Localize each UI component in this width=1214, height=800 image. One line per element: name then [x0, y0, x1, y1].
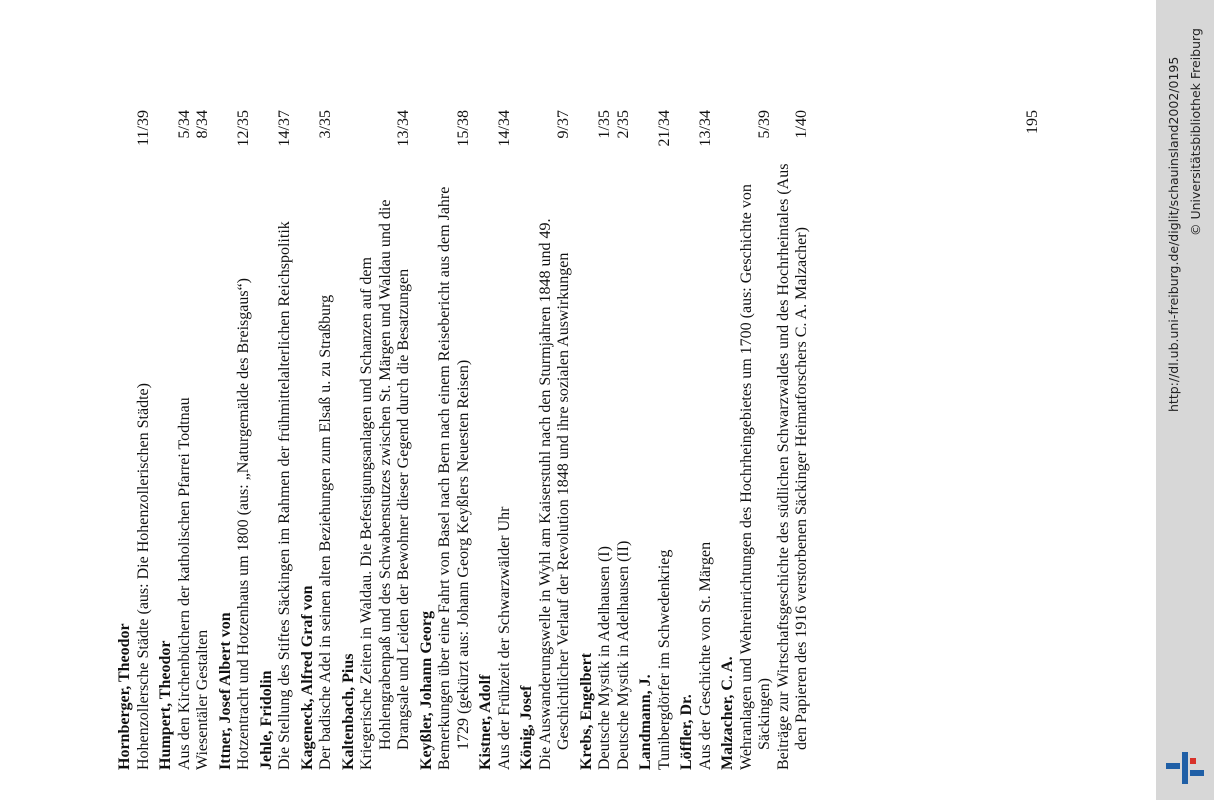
article-row — [496, 110, 515, 770]
issue-reference: 13/34 — [696, 110, 714, 147]
index-entry — [477, 110, 514, 770]
issue-reference: 9/37 — [555, 110, 572, 139]
article-title: Aus der Geschichte von St. Märgen — [696, 541, 714, 770]
issue-reference: 5/39 — [756, 110, 773, 139]
article-title: Der badische Adel in seinen alten Beziehungen zum Elsaß u. zu Straßburg — [317, 294, 334, 770]
article-title: Beiträge zur Wirtschaftsgeschichte des südlichen Schwarzwaldes und des Hochrheintales (Aus den Papieren des 1916 verstorbenen Säckinger Heimatforschers C. A. Malzacher) — [774, 163, 810, 770]
article-title: Die Auswanderungswelle in Wyhl am Kaiserstuhl nach den Sturmjahren 1848 und 49. Geschichtlicher Verlauf der Revolution 1848 und ihre sozialen Auswirkungen — [536, 218, 572, 770]
index-entry — [116, 110, 153, 770]
author-index-list — [116, 110, 812, 770]
article-title: Aus der Frühzeit der Schwarzwälder Uhr — [495, 506, 513, 770]
author-name: Landmann, J. — [637, 674, 654, 770]
article-row — [738, 110, 775, 770]
article-title: Wehranlagen und Wehreinrichtungen des Hochrheingebietes um 1700 (aus: Geschichte von Säckingen) — [737, 184, 773, 770]
author-name: Kaltenbach, Pius — [339, 653, 357, 770]
article-title: Deutsche Mystik in Adelhausen (II) — [614, 540, 632, 770]
index-entry — [418, 110, 474, 770]
issue-reference: 14/37 — [276, 110, 293, 147]
article-row — [656, 110, 675, 770]
copyright-notice: © Universitätsbibliothek Freiburg — [1188, 28, 1203, 236]
article-title: Deutsche Mystik in Adelhausen (I) — [596, 546, 613, 770]
author-name: Kistner, Adolf — [477, 674, 494, 770]
article-row — [697, 110, 716, 770]
issue-reference: 11/39 — [134, 110, 152, 146]
article-title: Kriegerische Zeiten in Waldau. Die Befestigungsanlagen und Schanzen auf dem Hohlengrabenpaß und des Schwabenstutzes zwischen St. Märgen und Waldau und die Drangsale und Leiden der Bewohner dieser Gegend durch die Besatzungen — [358, 199, 412, 770]
index-entry — [578, 110, 634, 770]
article-row — [358, 110, 414, 770]
source-url[interactable]: http://dl.ub.uni-freiburg.de/diglit/schauinsland2002/0195 — [1166, 56, 1181, 412]
issue-reference: 3/35 — [317, 110, 334, 139]
author-name: Malzacher, C. A. — [719, 656, 736, 770]
index-entry — [258, 110, 295, 770]
library-logo-icon — [1162, 748, 1208, 788]
index-entry — [518, 110, 574, 770]
article-row — [276, 110, 295, 770]
author-name: Jehle, Fridolin — [257, 670, 275, 770]
article-title: Die Stellung des Stiftes Säckingen im Rahmen der frühmittelalterlichen Reichspolitik — [276, 221, 293, 770]
index-entry — [637, 110, 674, 770]
index-entry — [340, 110, 414, 770]
article-row — [135, 110, 154, 770]
article-title: Bemerkungen über eine Fahrt von Basel nach Bern nach einem Reisebericht aus dem Jahre 1729 (gekürzt aus: Johann Georg Keyßlers Neuesten Reisen) — [436, 186, 472, 770]
author-name: Hornberger, Theodor — [116, 623, 133, 770]
article-row — [615, 110, 634, 770]
article-row — [596, 110, 615, 770]
author-name: Kageneck, Alfred Graf von — [298, 585, 316, 770]
issue-reference: 5/34 — [175, 110, 193, 139]
issue-reference: 1/35 — [596, 110, 613, 139]
issue-reference: 1/40 — [793, 110, 810, 139]
issue-reference: 2/35 — [614, 110, 632, 139]
author-name: Krebs, Engelbert — [577, 652, 595, 770]
index-entry — [678, 110, 715, 770]
index-entry — [217, 110, 254, 770]
issue-reference: 14/34 — [495, 110, 513, 147]
article-row — [317, 110, 336, 770]
author-name: König, Josef — [518, 685, 535, 770]
article-row — [194, 110, 213, 770]
issue-reference: 12/35 — [235, 110, 252, 147]
article-title: Wiesentäler Gestalten — [194, 629, 211, 770]
article-title: Hohenzollersche Städte (aus: Die Hohenzollerischen Städte) — [134, 383, 152, 770]
author-name: Ittner, Josef Albert von — [216, 612, 234, 770]
article-row — [176, 110, 195, 770]
issue-reference: 15/38 — [454, 110, 472, 147]
article-title: Hotzentracht und Hotzenhaus um 1800 (aus: „Naturgemälde des Breisgaus“) — [235, 278, 252, 770]
article-title: Aus den Kirchenbüchern der katholischen Pfarrei Todtnau — [175, 397, 193, 770]
index-entry — [719, 110, 812, 770]
article-row — [436, 110, 473, 770]
issue-reference: 8/34 — [194, 110, 211, 139]
article-row — [235, 110, 254, 770]
author-name: Humpert, Theodor — [157, 640, 174, 770]
article-title: Tunibergdörfer im Schwedenkrieg — [655, 549, 673, 770]
article-row — [537, 110, 574, 770]
author-name: Löffler, Dr. — [678, 694, 695, 770]
article-row — [775, 110, 812, 770]
author-name: Keyßler, Johann Georg — [417, 611, 435, 770]
viewer-sidebar — [1156, 0, 1214, 800]
index-entry — [157, 110, 213, 770]
index-entry — [299, 110, 336, 770]
page-number: 195 — [1024, 110, 1041, 134]
issue-reference: 21/34 — [655, 110, 673, 147]
index-content — [116, 110, 1046, 770]
issue-reference: 13/34 — [395, 110, 412, 147]
